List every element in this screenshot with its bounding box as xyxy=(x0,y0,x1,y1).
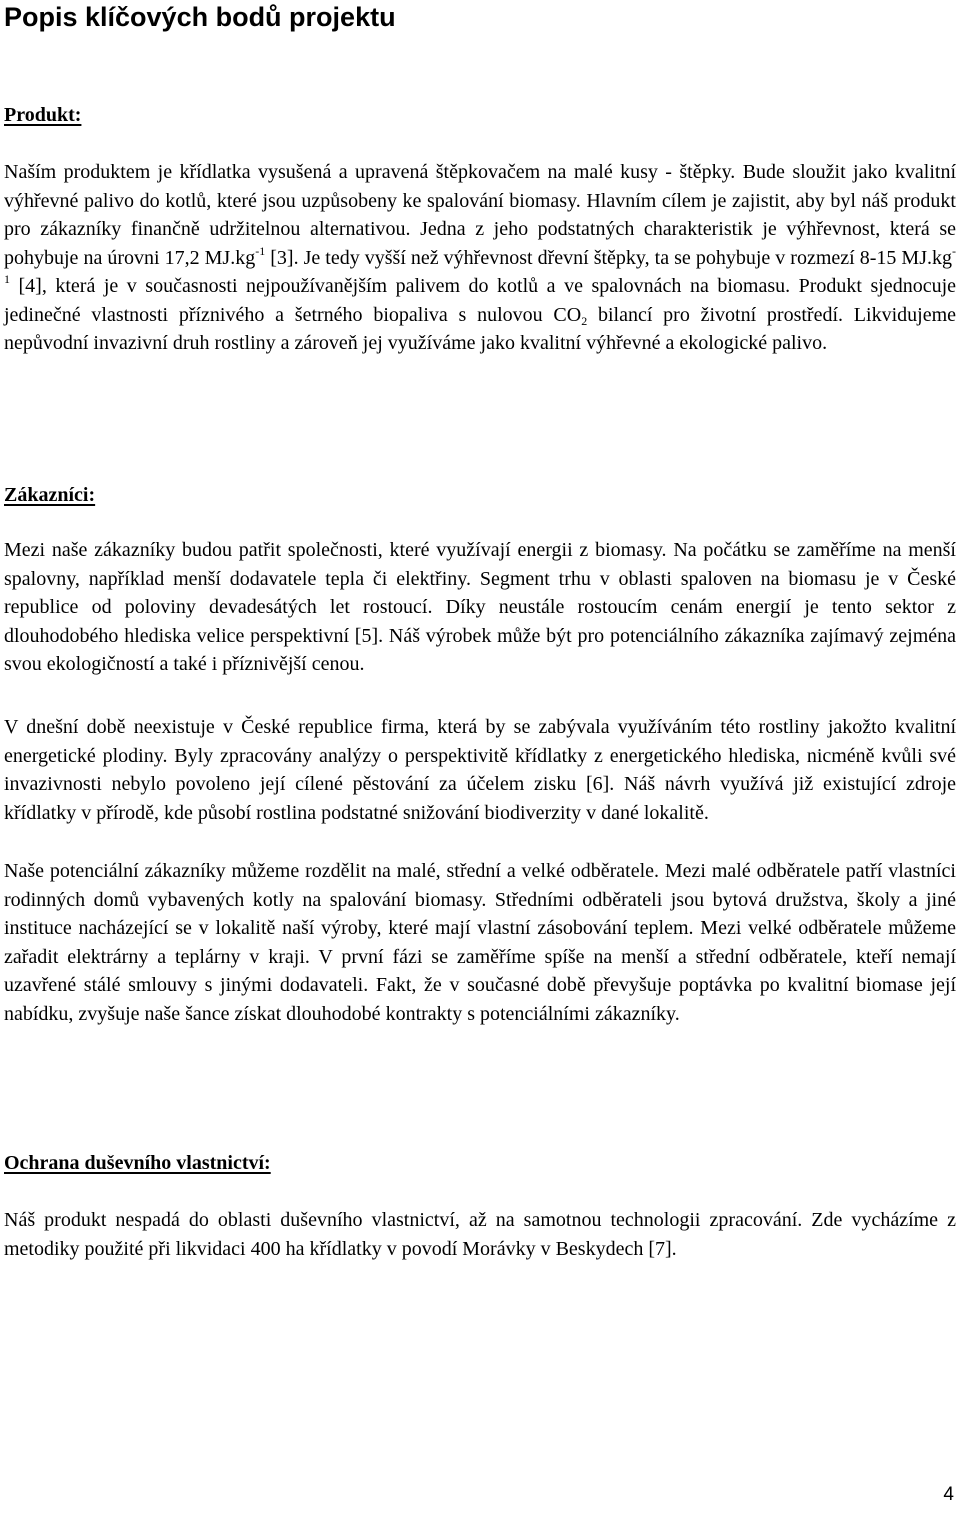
text-run: bilancí pro životní prostředí. Likvidujeme nepůvodní invazivní druh rostliny a zároveň jej využíváme jako kvalitní výhřevné a ekologické palivo. xyxy=(4,303,957,354)
text-run: [4], která je v současnosti nejpoužívanějším palivem do kotlů a ve spalovnách na biomasu. Produkt sjednocuje jedinečné vlastnosti příznivého a šetrného biopaliva s nulovou CO xyxy=(4,275,956,326)
text-run: [3]. Je tedy vyšší než výhřevnost dřevní štěpky, ta se pohybuje v rozmezí 8-15 MJ.kg xyxy=(265,246,953,269)
section-heading-produkt: Produkt: xyxy=(4,104,82,126)
text-run: Naším produktem je křídlatka vysušená a upravená štěpkovačem na malé kusy - štěpky. Bude sloužit jako kvalitní výhřevné palivo do kotlů, které jsou uzpůsobeny ke spalování biomasy. Hlavním cílem je zajistit, aby byl náš produkt pro zákazníky finančně udržitelnou alternativou. Jedna z jeho podstatných charakteristik je výhřevnost, která se pohybuje na úrovni 17,2 MJ.kg xyxy=(4,161,956,269)
paragraph-produkt xyxy=(4,158,956,358)
page-title: Popis klíčových bodů projektu xyxy=(4,2,396,32)
section-heading-ochrana: Ochrana duševního vlastnictví: xyxy=(4,1152,271,1174)
paragraph-zakaznici-2: V dnešní době neexistuje v České republice firma, která by se zabývala využíváním této rostliny jakožto kvalitní energetické plodiny. Byly zpracovány analýzy o perspektivitě křídlatky z energetického hlediska, nicméně kvůli své invazivnosti nebylo povoleno její cílené pěstování za účelem zisku [6]. Náš návrh využívá již existující zdroje křídlatky v přírodě, kde působí rostlina podstatné snižování biodiverzity v dané lokalitě. xyxy=(4,716,956,824)
page-number: 4 xyxy=(943,1484,954,1505)
superscript: -1 xyxy=(255,243,266,258)
superscript: -1 xyxy=(4,243,957,286)
paragraph-ochrana: Náš produkt nespadá do oblasti duševního vlastnictví, až na samotnou technologii zpracování. Zde vycházíme z metodiky použité při likvidaci 400 ha křídlatky v povodí Morávky v Beskydech [7]. xyxy=(4,1209,956,1260)
paragraph-zakaznici-3: Naše potenciální zákazníky můžeme rozdělit na malé, střední a velké odběratele. Mezi malé odběratele patří vlastníci rodinných domů vybavených kotly na spalování biomasy. Středními odběrateli jsou bytová družstva, školy a jiné instituce nacházející se v lokalitě naší výroby, které mají vlastní zásobování teplem. Mezi velké odběratele můžeme zařadit elektrárny a teplárny v kraji. V první fázi se zaměříme spíše na menší a střední odběratele, kteří nemají uzavřené stálé smlouvy s jinými dodavateli. Fakt, že v současné době převyšuje poptávka po kvalitní biomase její nabídku, zvyšuje naše šance získat dlouhodobé kontrakty s potenciálními zákazníky. xyxy=(4,860,956,1025)
subscript: 2 xyxy=(581,313,588,328)
section-heading-zakaznici: Zákazníci: xyxy=(4,484,96,506)
paragraph-zakaznici-1: Mezi naše zákazníky budou patřit společnosti, které využívají energii z biomasy. Na počátku se zaměříme na menší spalovny, například menší dodavatele tepla či elektřiny. Segment trhu v oblasti spaloven na biomasu je v České republice od poloviny devadesátých let rostoucí. Díky neustále rostoucím cenám energií je tento sektor z dlouhodobého hlediska velice perspektivní [5]. Náš výrobek může být pro potenciálního zákazníka zajímavý zejména svou ekologičností a také i příznivější cenou. xyxy=(4,539,956,675)
